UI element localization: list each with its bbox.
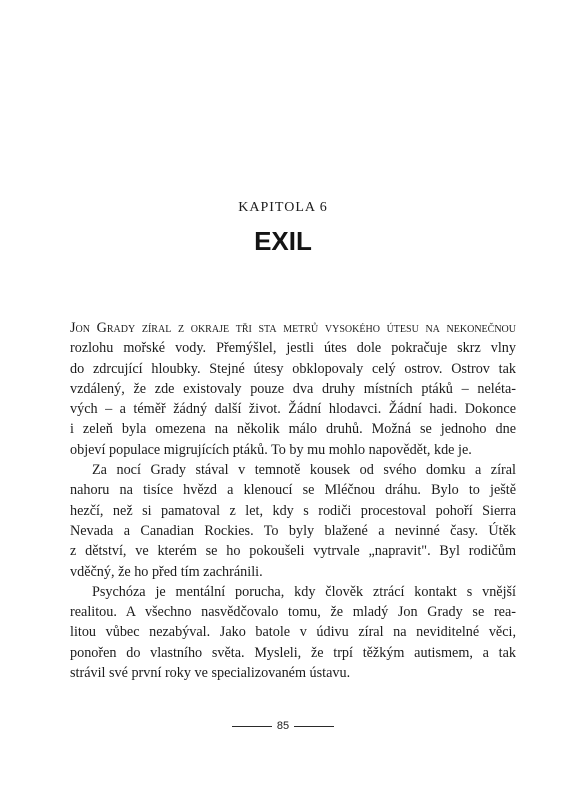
text-line: strávil své první roky ve specializovaném ústavu. — [70, 665, 351, 682]
text-line: i zeleň byla omezena na několik málo druhů. Možná se jednoho dne — [70, 421, 516, 438]
text-line: nahoru na tisíce hvězd a klenoucí se Mléčnou dráhu. Bylo to ještě — [70, 482, 516, 499]
text-line: Nevada a Canadian Rockies. To byly blažené a nevinné časy. Útěk — [70, 522, 516, 539]
body-text — [70, 318, 516, 683]
chapter-label: KAPITOLA 6 — [238, 200, 328, 215]
paragraph — [70, 318, 516, 460]
text-line: hezčí, než si pamatoval z let, kdy s rodiči procestoval pohoří Sierra — [70, 502, 516, 519]
text-line: Za nocí Grady stával v temnotě kousek od svého domku a zíral — [92, 462, 516, 479]
chapter-title: EXIL — [254, 226, 312, 256]
text-line: vděčný, že ho před tím zachránili. — [70, 563, 263, 580]
text-line: z dětství, ve kterém se ho pokoušeli vytrvale „napravit". Byl rodičům — [70, 543, 516, 560]
text-line: rozlohu mořské vody. Přemýšlel, jestli útes dole pokračuje skrz vlny — [70, 340, 516, 357]
text-line: realitou. A všechno nasvědčovalo tomu, že mladý Jon Grady se rea- — [70, 604, 516, 621]
footer-rule-left — [232, 726, 272, 727]
text-line: litou vůbec nezabýval. Jako batole v údivu zíral na neviditelné věci, — [70, 624, 516, 641]
page-footer — [0, 718, 566, 734]
text-line — [70, 318, 516, 338]
text-line: Psychóza je mentální porucha, kdy člověk ztrácí kontakt s vnější — [92, 583, 516, 600]
text-line: vzdálený, že zde existovaly pouze dva druhy místních ptáků – neléta- — [70, 380, 516, 397]
opening-words: Jon Grady zíral z okraje tři sta metrů vysokého útesu na nekonečnou — [70, 320, 516, 336]
paragraph — [70, 460, 516, 582]
page-number: 85 — [276, 720, 290, 732]
footer-rule-right — [294, 726, 334, 727]
text-line: do zdrcující hloubky. Stejné útesy obklopovaly celý ostrov. Ostrov tak — [70, 360, 516, 377]
text-line: objeví populace migrujících ptáků. To by mu mohlo napovědět, kde je. — [70, 441, 472, 458]
text-line: ponořen do vlastního světa. Mysleli, že trpí těžkým autismem, a tak — [70, 644, 516, 661]
paragraph — [70, 582, 516, 683]
text-line: vých – a téměř žádný další život. Žádní hlodavci. Žádní hadi. Dokonce — [70, 401, 516, 418]
